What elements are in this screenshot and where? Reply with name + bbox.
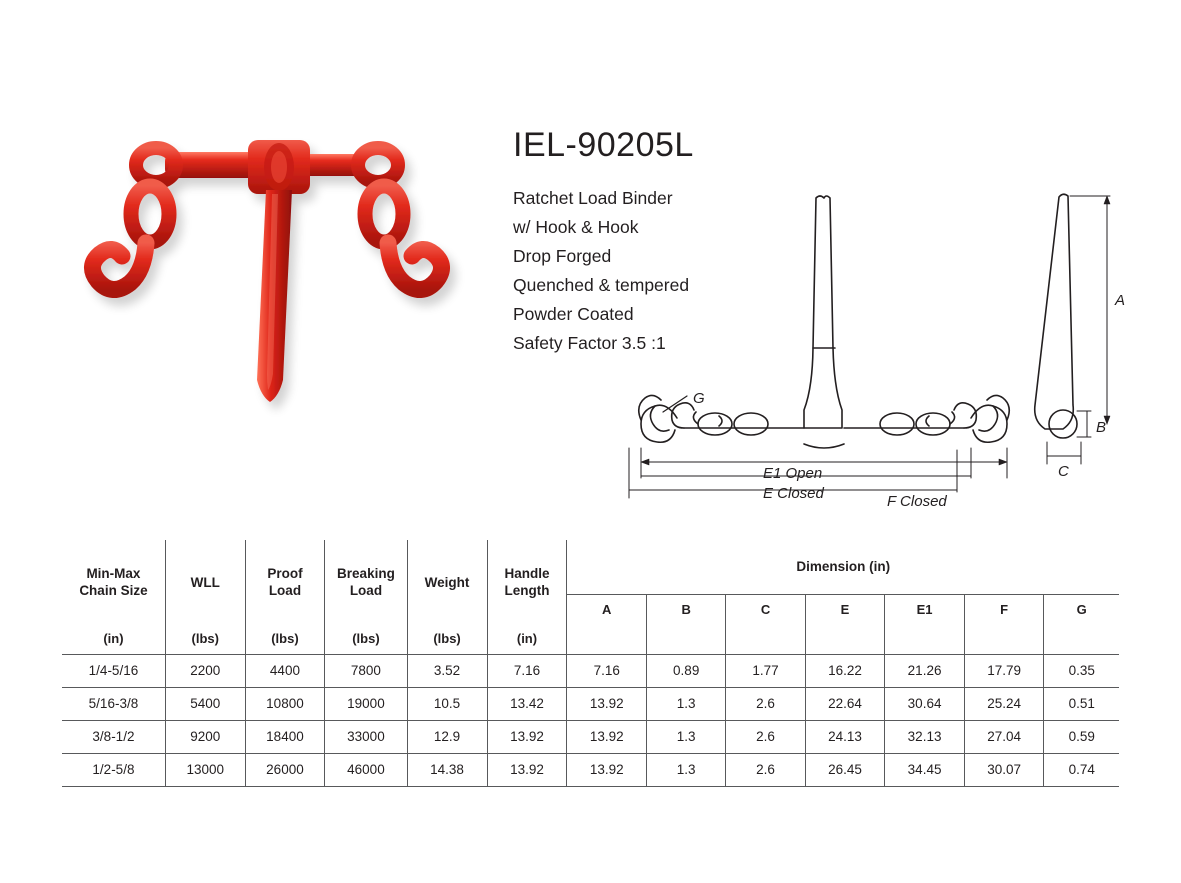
cell-wll: 13000 xyxy=(165,753,245,786)
cell-wll: 9200 xyxy=(165,720,245,753)
spec-line-4: Quenched & tempered xyxy=(513,275,690,295)
cell-proof-load: 4400 xyxy=(245,654,325,687)
col-header-dim-a: A xyxy=(567,594,647,624)
cell-weight: 3.52 xyxy=(407,654,487,687)
unit-wll: (lbs) xyxy=(165,624,245,654)
dim-label-f-closed: F Closed xyxy=(887,493,947,510)
cell-proof-load: 10800 xyxy=(245,687,325,720)
unit-breaking-load: (lbs) xyxy=(325,624,407,654)
specification-table xyxy=(62,540,1119,787)
cell-weight: 12.9 xyxy=(407,720,487,753)
col-header-breaking-load: Breaking Load xyxy=(325,540,407,624)
col-header-chain-size: Min-Max Chain Size xyxy=(62,540,165,624)
cell-dim-e: 22.64 xyxy=(805,687,885,720)
col-header-dim-c: C xyxy=(726,594,805,624)
dim-label-e-closed: E Closed xyxy=(763,485,824,502)
cell-dim-a: 7.16 xyxy=(567,654,647,687)
cell-dim-b: 1.3 xyxy=(647,753,726,786)
cell-handle-length: 7.16 xyxy=(487,654,567,687)
cell-dim-c: 2.6 xyxy=(726,753,805,786)
col-header-dim-e: E xyxy=(805,594,885,624)
cell-dim-a: 13.92 xyxy=(567,687,647,720)
col-header-proof-load: Proof Load xyxy=(245,540,325,624)
dim-label-g: G xyxy=(693,390,705,407)
col-header-dim-f: F xyxy=(964,594,1044,624)
cell-proof-load: 26000 xyxy=(245,753,325,786)
cell-dim-e1: 30.64 xyxy=(885,687,965,720)
unit-dim-e1 xyxy=(885,624,965,654)
spec-line-3: Drop Forged xyxy=(513,246,612,266)
col-header-weight: Weight xyxy=(407,540,487,624)
table-row xyxy=(62,720,1119,753)
cell-dim-g: 0.51 xyxy=(1044,687,1119,720)
cell-dim-f: 30.07 xyxy=(964,753,1044,786)
table-header-row-1 xyxy=(62,540,1119,594)
technical-drawing xyxy=(615,180,1175,510)
cell-weight: 10.5 xyxy=(407,687,487,720)
col-header-dimension-group: Dimension (in) xyxy=(567,540,1119,594)
table-row xyxy=(62,654,1119,687)
unit-weight: (lbs) xyxy=(407,624,487,654)
cell-dim-e1: 21.26 xyxy=(885,654,965,687)
spec-line-6: Safety Factor 3.5 :1 xyxy=(513,333,666,353)
col-header-dim-g: G xyxy=(1076,601,1087,617)
unit-handle-length: (in) xyxy=(487,624,567,654)
unit-dim-a xyxy=(567,624,647,654)
unit-chain-size: (in) xyxy=(62,624,165,654)
cell-dim-g: 0.59 xyxy=(1044,720,1119,753)
table-header-units-row xyxy=(62,624,1119,654)
dim-label-a: A xyxy=(1115,292,1126,309)
cell-handle-length: 13.42 xyxy=(487,687,567,720)
table-header xyxy=(62,540,1119,654)
col-header-wll: WLL xyxy=(165,540,245,624)
dim-label-e1-open: E1 Open xyxy=(763,465,823,482)
cell-chain-size: 5/16-3/8 xyxy=(62,687,165,720)
spec-line-5: Powder Coated xyxy=(513,304,634,324)
spec-line-1: Ratchet Load Binder xyxy=(513,188,673,208)
cell-dim-e: 24.13 xyxy=(805,720,885,753)
unit-dim-c xyxy=(726,624,805,654)
unit-dim-e xyxy=(805,624,885,654)
product-photo xyxy=(60,110,490,510)
cell-handle-length: 13.92 xyxy=(487,753,567,786)
spec-line-2: w/ Hook & Hook xyxy=(513,217,639,237)
cell-breaking-load: 33000 xyxy=(325,720,407,753)
cell-dim-c: 2.6 xyxy=(726,687,805,720)
table-row xyxy=(62,687,1119,720)
table-row xyxy=(62,753,1119,786)
col-header-dim-e1: E1 xyxy=(885,594,965,624)
cell-dim-c: 1.77 xyxy=(726,654,805,687)
cell-breaking-load: 7800 xyxy=(325,654,407,687)
cell-breaking-load: 46000 xyxy=(325,753,407,786)
cell-chain-size: 1/2-5/8 xyxy=(62,753,165,786)
dim-label-c: C xyxy=(1058,463,1069,480)
cell-dim-f: 25.24 xyxy=(964,687,1044,720)
cell-dim-c: 2.6 xyxy=(726,720,805,753)
col-header-handle-length: Handle Length xyxy=(487,540,567,624)
page-title: IEL-90205L xyxy=(513,126,694,164)
cell-chain-size: 1/4-5/16 xyxy=(62,654,165,687)
cell-dim-e: 16.22 xyxy=(805,654,885,687)
cell-dim-g: 0.35 xyxy=(1044,654,1119,687)
cell-dim-g: 0.74 xyxy=(1044,753,1119,786)
cell-dim-e1: 32.13 xyxy=(885,720,965,753)
cell-breaking-load: 19000 xyxy=(325,687,407,720)
table-body xyxy=(62,654,1119,786)
cell-wll: 5400 xyxy=(165,687,245,720)
cell-dim-e: 26.45 xyxy=(805,753,885,786)
cell-dim-b: 1.3 xyxy=(647,720,726,753)
cell-dim-b: 1.3 xyxy=(647,687,726,720)
col-header-dim-b: B xyxy=(647,594,726,624)
cell-chain-size: 3/8-1/2 xyxy=(62,720,165,753)
cell-dim-e1: 34.45 xyxy=(885,753,965,786)
cell-dim-a: 13.92 xyxy=(567,753,647,786)
cell-dim-f: 17.79 xyxy=(964,654,1044,687)
unit-dim-b xyxy=(647,624,726,654)
binder-illustration xyxy=(92,140,441,402)
unit-dim-g xyxy=(1044,624,1119,654)
cell-handle-length: 13.92 xyxy=(487,720,567,753)
cell-dim-b: 0.89 xyxy=(647,654,726,687)
dim-label-b: B xyxy=(1096,419,1107,436)
cell-wll: 2200 xyxy=(165,654,245,687)
cell-proof-load: 18400 xyxy=(245,720,325,753)
cell-dim-f: 27.04 xyxy=(964,720,1044,753)
cell-weight: 14.38 xyxy=(407,753,487,786)
cell-dim-a: 13.92 xyxy=(567,720,647,753)
unit-proof-load: (lbs) xyxy=(245,624,325,654)
unit-dim-f xyxy=(964,624,1044,654)
